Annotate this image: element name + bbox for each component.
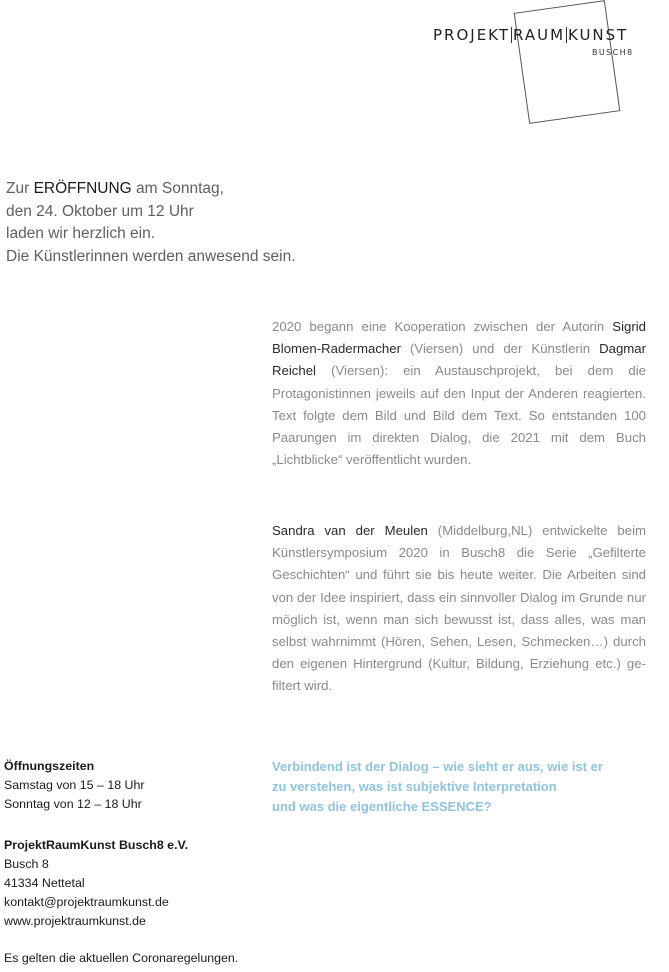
logo-part-raum: RAUM xyxy=(513,26,566,44)
corona-notice: Es gelten die aktuellen Coronaregelungen. xyxy=(4,951,239,965)
quote-line-2: zu verstehen, was ist subjektive Interpretation xyxy=(272,779,557,794)
organization-name: ProjektRaumKunst Busch8 e.V. xyxy=(4,838,189,852)
contact-address xyxy=(4,836,188,931)
invite-line-2: den 24. Oktober um 12 Uhr xyxy=(6,202,194,220)
paragraph-collaboration xyxy=(272,316,646,471)
highlight-quote xyxy=(272,757,652,817)
contact-email-link[interactable]: kontakt@projektraumkunst.de xyxy=(4,895,169,909)
website-link[interactable]: www.projektraumkunst.de xyxy=(4,914,146,928)
logo-divider xyxy=(566,27,567,43)
artist-name-dagmar: Dagmar Reichel xyxy=(272,341,646,379)
p1-text-1: 2020 begann eine Kooperation zwischen der Autorin xyxy=(272,319,613,334)
quote-line-1: Verbindend ist der Dialog – wie sieht er aus, wie ist er xyxy=(272,759,603,774)
invite-line-1-rest: am Sonntag, xyxy=(131,180,224,197)
logo-divider xyxy=(511,27,512,43)
quote-line-3: und was die eigentliche ESSENCE? xyxy=(272,799,492,814)
p1-text-3: (Viersen): ein Austauschprojekt, bei dem die Protagonistinnen jeweils auf den Input der Anderen reagierten. Text folgte dem Bild und Bild dem Text. So entstanden 100 Paarungen im direkten Dialog, die 2021 mit dem Buch „Lichtblicke“ veröffentlicht wurden. xyxy=(272,363,646,468)
paragraph-sandra xyxy=(272,520,646,698)
p2-text-1: (Middelburg,NL) entwickelte beim Künstlersymposium 2020 in Busch8 die Serie „Gefilterte Geschichten“ und führt sie bis heute weiter. Die Arbeiten sind von der Idee inspiriert, dass ein sinnvoller Dialog im Grunde nur möglich ist, wenn man sich bewusst ist, dass alles, was man selbst wahrnimmt (Hören, Sehen, Lesen, Schmecken…) durch den eigenen Hintergrund (Kultur, Bildung, Erziehung etc.) gefiltert wird. xyxy=(272,523,647,694)
artist-name-sandra: Sandra van der Meulen xyxy=(272,523,428,538)
opening-hours-heading: Öffnungszeiten xyxy=(4,759,95,773)
logo-subtitle: BUSCH8 xyxy=(592,48,634,57)
opening-hours-saturday: Samstag von 15 – 18 Uhr xyxy=(4,778,145,792)
artist-name-sigrid: Sigrid Blomen-Radermacher xyxy=(272,319,646,357)
invite-line-3: laden wir herzlich ein. xyxy=(6,225,156,242)
invitation-text xyxy=(6,178,406,268)
address-city: 41334 Nettetal xyxy=(4,876,85,890)
opening-hours xyxy=(4,757,145,814)
opening-hours-sunday: Sonntag von 12 – 18 Uhr xyxy=(4,797,142,811)
logo-part-kunst: KUNST xyxy=(568,26,629,44)
address-street: Busch 8 xyxy=(4,857,49,871)
invite-highlight: ERÖFFNUNG xyxy=(33,180,132,197)
p1-text-2: (Viersen) und der Künstlerin xyxy=(401,341,600,357)
invite-line-1 xyxy=(6,178,406,201)
invite-pre: Zur xyxy=(6,180,34,197)
logo-part-projekt: PROJEKT xyxy=(433,26,511,44)
invite-line-4: Die Künstlerinnen werden anwesend sein. xyxy=(6,247,296,265)
logo-frame xyxy=(514,0,621,124)
logo xyxy=(433,26,628,44)
